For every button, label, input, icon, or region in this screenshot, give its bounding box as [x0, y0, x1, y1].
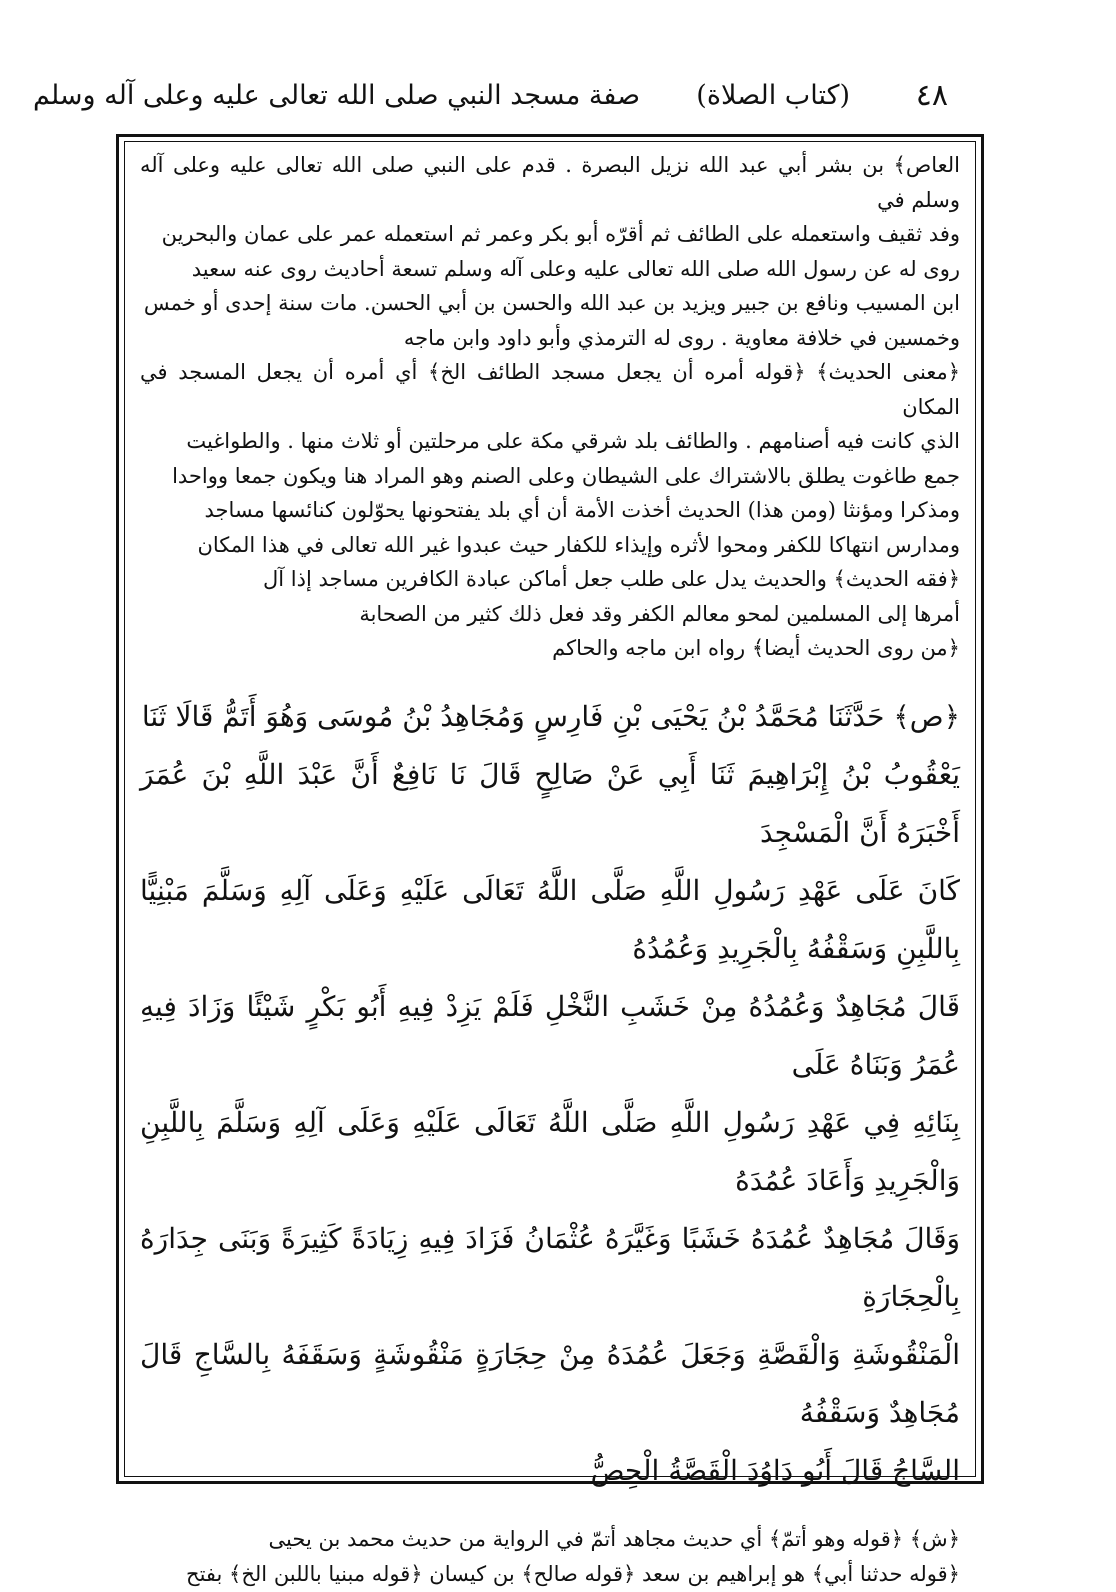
commentary-line: ومدارس انتهاكا للكفر ومحوا لأثره وإيذاء للكفار حيث عبدوا غير الله تعالى في هذا المكان	[197, 532, 960, 557]
commentary-line: ومذكرا ومؤنثا (ومن هذا) الحديث أخذت الأمة أن أي بلد يفتحونها يحوّلون كنائسها مساجد	[204, 498, 960, 522]
sharh-block	[140, 1522, 960, 1592]
commentary-line: ﴿من روى الحديث أيضا﴾ رواه ابن ماجه والحاكم	[552, 636, 960, 660]
sharh-paragraph	[140, 1522, 960, 1592]
hadith-line: السَّاجُ قَالَ أَبُو دَاوُدَ الْقَصَّةُ الْجِصُّ	[590, 1453, 960, 1487]
book-title: (كتاب الصلاة)	[696, 80, 850, 111]
commentary-line: وفد ثقيف واستعمله على الطائف ثم أقرّه أبو بكر وعمر ثم استعمله عمر على عمان والبحرين	[161, 222, 960, 246]
commentary-line: العاص﴾ بن بشر أبي عبد الله نزيل البصرة . قدم على النبي صلى الله تعالى عليه وعلى آله وسلم في	[140, 153, 960, 212]
commentary-line: الذي كانت فيه أصنامهم . والطائف بلد شرقي مكة على مرحلتين أو ثلاث منها . والطواغيت	[186, 429, 960, 453]
commentary-line: ﴿معنى الحديث﴾ ﴿قوله أمره أن يجعل مسجد الطائف الخ﴾ أي أمره أن يجعل المسجد في المكان	[140, 360, 960, 419]
hadith-line: وَقَالَ مُجَاهِدٌ عُمُدَهُ خَشَبًا وَغَيَّرَهُ عُثْمَانُ فَزَادَ فِيهِ زِيَادَةً كَثِيرَةً وَبَنَى جِدَارَهُ بِالْحِجَارَةِ	[140, 1221, 960, 1313]
hadith-line: ﴿ص﴾ حَدَّثَنَا مُحَمَّدُ بْنُ يَحْيَى بْنِ فَارِسٍ وَمُجَاهِدُ بْنُ مُوسَى وَهُوَ أَتَمُّ قَالَا ثَنَا	[141, 699, 960, 733]
hadith-line: الْمَنْقُوشَةِ وَالْقَصَّةِ وَجَعَلَ عُمُدَهُ مِنْ حِجَارَةٍ مَنْقُوشَةٍ وَسَقَفَهُ بِالسَّاجِ قَالَ مُجَاهِدٌ وَسَقْفُهُ	[140, 1337, 960, 1429]
hadith-line: بِنَائِهِ فِي عَهْدِ رَسُولِ اللَّهِ صَلَّى اللَّهُ تَعَالَى عَلَيْهِ وَعَلَى آلِهِ وَسَلَّمَ بِاللَّبِنِ وَالْجَرِيدِ وَأَعَادَ عُمُدَهُ	[140, 1105, 960, 1197]
sharh-line: ﴿قوله حدثنا أبي﴾ هو إبراهيم بن سعد ﴿قوله صالح﴾ بن كيسان ﴿قوله مبنيا باللبن الخ﴾ بفتح	[186, 1561, 960, 1586]
page-body	[140, 148, 960, 1586]
hadith-line: قَالَ مُجَاهِدٌ وَعُمُدُهُ مِنْ خَشَبِ النَّخْلِ فَلَمْ يَزِدْ فِيهِ أَبُو بَكْرٍ شَيْئًا وَزَادَ فِيهِ عُمَرُ وَبَنَاهُ عَلَى	[140, 989, 960, 1081]
commentary-line: وخمسين في خلافة معاوية . روى له الترمذي وأبو داود وابن ماجه	[403, 325, 960, 350]
commentary-line: جمع طاغوت يطلق بالاشتراك على الشيطان وعلى الصنم وهو المراد هنا ويكون جمعا وواحدا	[172, 463, 960, 488]
sharh-line: ﴿ش﴾ ﴿قوله وهو أتمّ﴾ أي حديث مجاهد أتمّ في الرواية من حديث محمد بن يحيى	[268, 1526, 960, 1551]
page-header	[32, 74, 948, 118]
page-number: ٤٨	[915, 78, 948, 113]
commentary-block	[140, 148, 960, 666]
hadith-line: كَانَ عَلَى عَهْدِ رَسُولِ اللَّهِ صَلَّى اللَّهُ تَعَالَى عَلَيْهِ وَعَلَى آلِهِ وَسَلَّمَ مَبْنِيًّا بِاللَّبِنِ وَسَقْفُهُ بِالْجَرِيدِ وَعُمُدُهُ	[140, 873, 960, 965]
hadith-line: يَعْقُوبُ بْنُ إِبْرَاهِيمَ ثَنَا أَبِي عَنْ صَالِحٍ قَالَ نَا نَافِعٌ أَنَّ عَبْدَ اللَّهِ بْنَ عُمَرَ أَخْبَرَهُ أَنَّ الْمَسْجِدَ	[140, 757, 960, 849]
hadith-block	[140, 688, 960, 1500]
commentary-line: ابن المسيب ونافع بن جبير ويزيد بن عبد الله والحسن بن أبي الحسن. مات سنة إحدى أو خمس	[143, 291, 960, 315]
commentary-line: ﴿فقه الحديث﴾ والحديث يدل على طلب جعل أماكن عبادة الكافرين مساجد إذا آل	[262, 567, 960, 591]
hadith-paragraph	[140, 688, 960, 1500]
commentary-line: روى له عن رسول الله صلى الله تعالى عليه وعلى آله وسلم تسعة أحاديث روى عنه سعيد	[191, 256, 960, 281]
commentary-paragraph	[140, 148, 960, 666]
chapter-title: صفة مسجد النبي صلى الله تعالى عليه وعلى آله وسلم	[32, 80, 640, 111]
commentary-line: أمرها إلى المسلمين لمحو معالم الكفر وقد فعل ذلك كثير من الصحابة	[359, 601, 960, 626]
